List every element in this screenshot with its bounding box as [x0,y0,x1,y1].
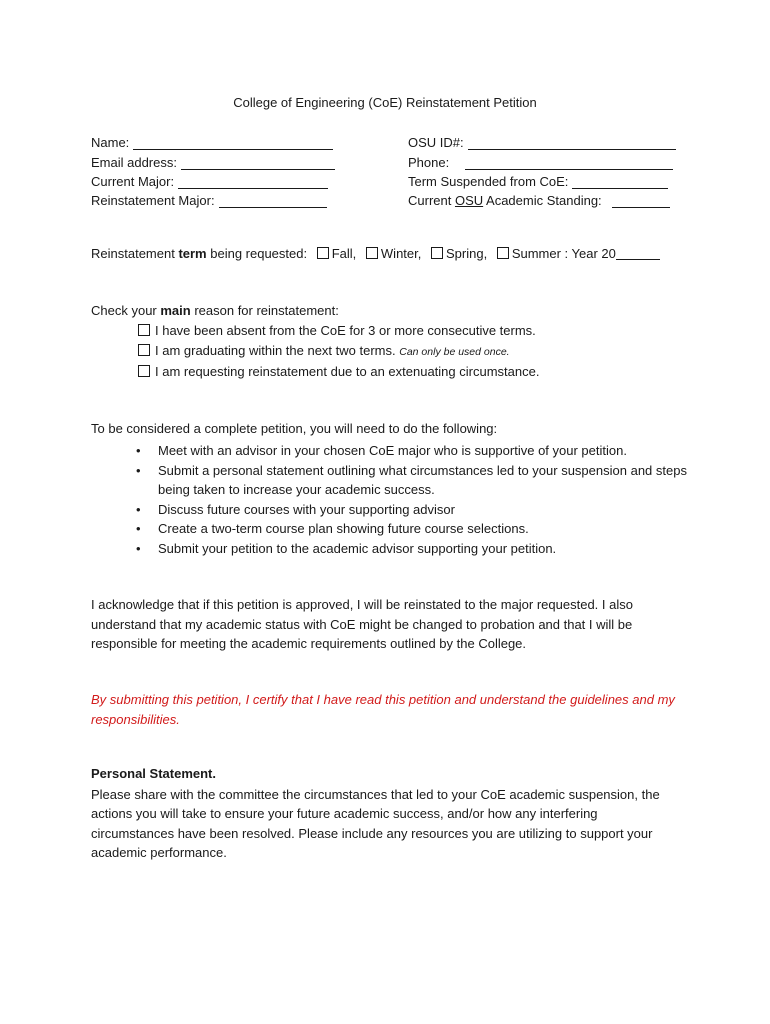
name-label: Name: [91,135,130,151]
requirements-heading: To be considered a complete petition, you will need to do the following: [91,421,498,436]
summer-checkbox-icon[interactable] [497,247,509,259]
reason-option[interactable]: I have been absent from the CoE for 3 or more consecutive terms. [138,323,539,343]
reinstatement-major-blank[interactable] [219,194,327,208]
academic-standing-label: Current OSU Academic Standing: [408,193,602,209]
term-suspended-field[interactable] [408,170,676,189]
reason-checkbox-icon[interactable] [138,344,150,356]
name-field[interactable] [91,131,335,150]
reason-note: Can only be used once. [399,346,510,359]
personal-statement-instructions: Please share with the committee the circumstances that led to your CoE academic suspension, the actions you will take to ensure your future academic success, and/or how any interfering circumstances have been resolved. Please include any resources you are utilizing to support your academic performance. [91,787,660,860]
current-major-field[interactable] [91,170,335,189]
reinstatement-major-field[interactable] [91,189,335,208]
name-blank[interactable] [133,136,333,150]
reason-option[interactable]: I am graduating within the next two terms. Can only be used once. [138,343,539,363]
academic-standing-blank[interactable] [612,194,670,208]
email-label: Email address: [91,154,177,170]
term-suspended-label: Term Suspended from CoE: [408,173,569,189]
bullet-icon: • [136,540,141,556]
phone-blank[interactable] [465,156,673,170]
reinstatement-major-label: Reinstatement Major: [91,193,215,209]
osu-id-label: OSU ID#: [408,135,464,151]
summer-option-label: Summer : Year 20 [511,246,616,261]
spring-option-label: Spring, [446,246,488,261]
reason-option[interactable]: I am requesting reinstatement due to an extenuating circumstance. [138,364,539,384]
phone-label: Phone: [408,154,450,170]
year-blank[interactable] [616,247,660,260]
term-suspended-blank[interactable] [572,175,668,189]
list-item: • Submit a personal statement outlining what circumstances led to your suspension and steps being taken to increase your academic success. [136,462,687,497]
bullet-icon: • [136,501,141,517]
certification-statement: By submitting this petition, I certify that I have read this petition and understand the guidelines and my responsibilities. [91,692,675,727]
spring-checkbox-icon[interactable] [431,247,443,259]
contact-fields-left [91,131,335,208]
academic-standing-field[interactable] [408,189,676,208]
email-field[interactable] [91,150,335,169]
fall-option-label: Fall, [331,246,357,261]
winter-option-label: Winter, [380,246,422,261]
reason-checkbox-icon[interactable] [138,324,150,336]
reason-checkbox-icon[interactable] [138,365,150,377]
current-major-label: Current Major: [91,173,175,189]
phone-field[interactable] [408,150,676,169]
list-item: • Discuss future courses with your supporting advisor [134,500,694,520]
osu-id-blank[interactable] [468,136,676,150]
current-major-blank[interactable] [178,175,328,189]
requirements-list [134,441,694,558]
bullet-icon: • [136,443,141,458]
list-item: • Submit your petition to the academic advisor supporting your petition. [134,539,694,559]
bullet-icon: • [136,462,141,478]
winter-checkbox-icon[interactable] [366,247,378,259]
acknowledgement-paragraph: I acknowledge that if this petition is approved, I will be reinstated to the major requested. I also understand that my academic status with CoE might be changed to probation and that I will be responsible for meeting the academic requirements outlined by the College. [91,597,633,651]
list-item: • Create a two-term course plan showing future course selections. [134,519,694,539]
bullet-icon: • [136,521,141,536]
term-request-row: Reinstatement term being requested: Fall, Winter, Spring, Summer : Year 20 [91,246,660,261]
page-title: College of Engineering (CoE) Reinstatement Petition [233,95,537,110]
fall-checkbox-icon[interactable] [317,247,329,259]
contact-fields-right [408,131,676,208]
email-blank[interactable] [181,156,335,170]
list-item: • Meet with an advisor in your chosen CoE major who is supportive of your petition. [134,441,694,461]
reason-options [138,323,539,384]
personal-statement-heading: Personal Statement. [91,766,216,781]
reason-heading: Check your main reason for reinstatement: [91,303,339,318]
osu-id-field[interactable] [408,131,676,150]
